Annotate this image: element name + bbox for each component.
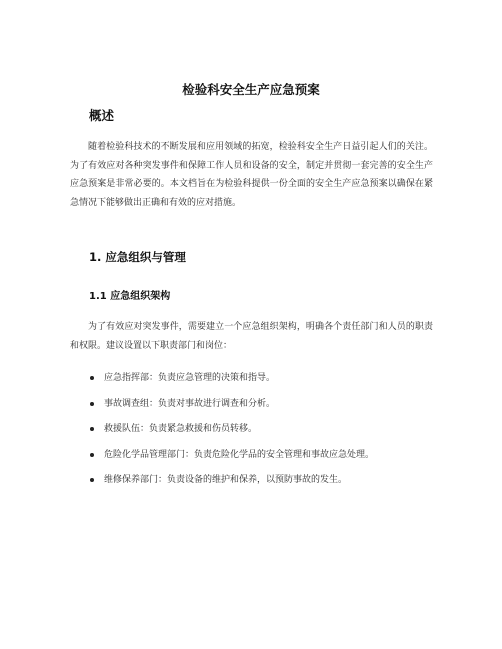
overview-paragraph: 随着检验科技术的不断发展和应用领域的拓宽，检验科安全生产日益引起人们的关注。为了有效应对各种突发事件和保障工作人员和设备的安全，制定并贯彻一套完善的安全生产应急预案是非常必要的。本文档旨在为检验科提供一份全面的安全生产应急预案以确保在紧急情况下能够做出正确和有效的应对措施。 [70, 142, 433, 209]
list-item-text: 救援队伍：负责紧急救援和伤员转移。 [104, 424, 258, 435]
list-item-text: 危险化学品管理部门：负责危险化学品的安全管理和事故应急处理。 [104, 449, 375, 460]
list-item [89, 449, 429, 475]
bullet-icon [90, 376, 94, 380]
bullet-icon [90, 427, 94, 431]
list-item-text: 应急指挥部：负责应急管理的决策和指导。 [104, 373, 276, 383]
list-item-text: 事故调查组：负责对事故进行调查和分析。 [104, 398, 276, 409]
list-item [89, 474, 429, 500]
bullet-icon [90, 402, 94, 406]
section-1-heading: 1. 应急组织与管理 [89, 250, 186, 264]
subsection-1-1-paragraph: 为了有效应对突发事件，需要建立一个应急组织架构，明确各个责任部门和人员的职责和权限。建议设置以下职责部门和岗位： [70, 322, 433, 351]
subsection-1-1-heading: 1.1 应急组织架构 [89, 291, 171, 302]
bullet-icon [90, 478, 94, 482]
list-item-text: 维修保养部门：负责设备的维护和保养，以预防事故的发生。 [104, 475, 348, 486]
bullet-icon [90, 453, 94, 457]
document-title: 检验科安全生产应急预案 [182, 82, 320, 97]
list-item [89, 423, 429, 449]
list-item [89, 372, 429, 398]
responsibility-list [89, 372, 429, 500]
list-item [89, 398, 429, 424]
overview-heading: 概述 [89, 108, 115, 123]
